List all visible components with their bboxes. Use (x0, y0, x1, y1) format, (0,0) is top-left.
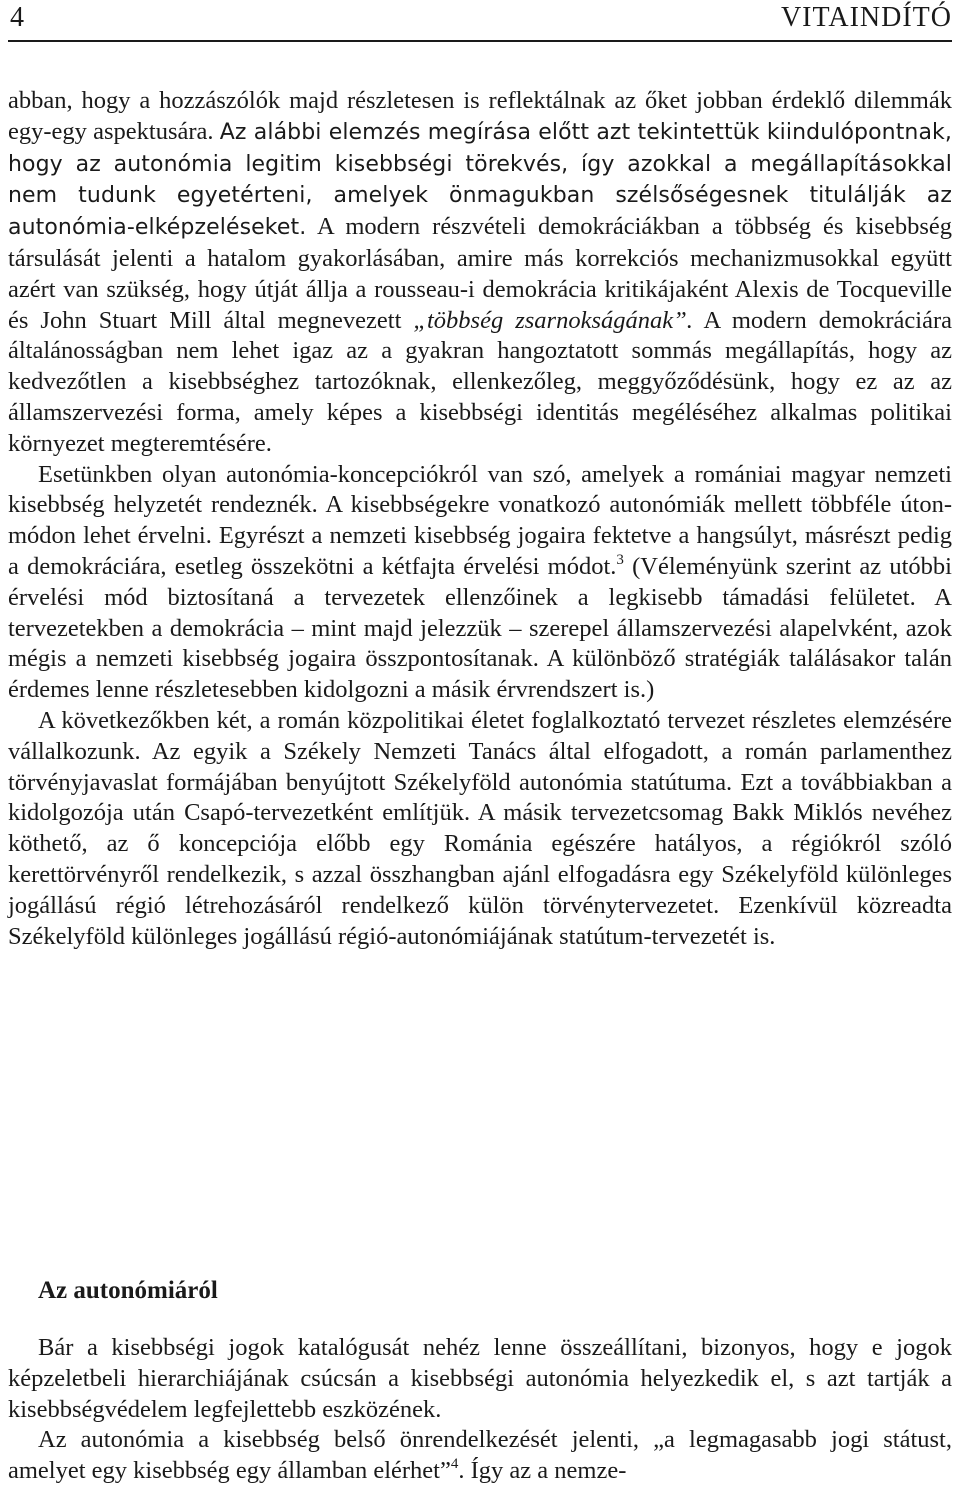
paragraph-2-part-b: (Véleményünk szerint az utóbbi érvelési mód biztosítaná a tervezetek ellenzőinek a legkisebb támadási felületet. A tervezetekben a demokrácia – mint majd jelezzük – szerepel államszervezési alapelvként, azok mégis a nemzeti kisebbség jogaira összpontosítanak. A különböző stratégiák találásakor talán érdemes lenne részletesebben kidolgozni a másik érvrendszert is.) (8, 552, 952, 704)
paragraph-5 (8, 1425, 952, 1487)
paragraph-1 (8, 86, 952, 460)
paragraph-5-part-a: Az autonómia a kisebbség belső önrendelkezését jelenti, „a legmagasabb jogi státust, amelyet egy kisebbség egy államban elérhet” (8, 1426, 952, 1485)
section-heading: Az autonómiáról (38, 1277, 218, 1304)
italic-quote: „többség zsarnokságának”. (413, 306, 693, 334)
paragraph-5-part-b: . Így az a nemze- (458, 1457, 627, 1485)
page-number: 4 (10, 2, 24, 33)
paragraph-1-part-e: A modern demokráciára általánosságban nem lehet igaz az a gyakran hangoztatott sommás megállapítás, hogy az kedvezőtlen a kisebbséghez tartozóknak, ellenkezőleg, meggyőződésünk, hogy ez az az államszervezési forma, amely képes a kisebbségi identitás megéléséhez alkalmas politikai környezet megteremtésére. (8, 306, 952, 457)
footnote-ref-3: 3 (616, 551, 624, 568)
paragraph-3: A következőkben két, a román közpolitikai életet foglalkoztató tervezet részletes elemzésére vállalkozunk. Az egyik a Székely Nemzeti Tanács által elfogadott, a román parlamenthez törvényjavaslat formájában benyújtott Székelyföld autonómia statútuma. Ezt a továbbiakban a kidolgozója után Csapó-tervezetként említjük. A másik tervezetcsomag Bakk Miklós nevéhez köthető, az ő koncepciója előbb egy Románia egészére hatályos, a régiókról szóló kerettörvényről rendelkezik, s azzal összhangban ajánl elfogadásra egy Székelyföld különleges jogállású régió létrehozásáról rendelkező külön törvénytervezetet. Ezenkívül közreadta Székelyföld különleges jogállású régió-autonómiájának statútum-tervezetét is. (8, 706, 952, 950)
paragraph-2-part-a: Esetünkben olyan autonómia-koncepciókról van szó, amelyek a romániai magyar nemzeti kisebbség helyzetét rendeznék. A kisebbségekre vonatkozó autonómiák mellett többféle úton-módon lehet érvelni. Egyrészt a nemzeti kisebbség jogaira fektetve a hangsúlyt, másrészt pedig a demokráciára, esetleg összekötni a kétfajta érvelési módot. (8, 460, 952, 580)
running-title: VITAINDÍTÓ (780, 2, 952, 33)
paragraph-1-part-c: A modern részvételi demokráciákban a többség és kisebbség társulását jelenti a hatalom gyakorlásában, amire más korrekciós mechanizmusokkal együtt azért van szükség, hogy útját állja a rousseau-i demokrácia kritikájaként Alexis de Tocqueville és John Stuart Mill által megnevezett (8, 213, 953, 334)
body-text-upper (8, 86, 952, 952)
running-header (8, 0, 952, 42)
body-text-lower (8, 1333, 952, 1487)
paragraph-4: Bár a kisebbségi jogok katalógusát nehéz lenne összeállítani, bizonyos, hogy e jogok képzeletbeli hierarchiájának csúcsán a kisebbségi autonómia helyezkedik el, s azt tartják a kisebbségvédelem legfejlettebb eszközének. (8, 1334, 952, 1423)
paragraph-1-part-a: abban, hogy a hozzászólók majd részletesen is reflektálnak az őket jobban érdeklő dilemmák egy-egy aspektusára. (8, 87, 952, 145)
footnote-ref-4: 4 (450, 1456, 459, 1473)
paragraph-1-part-b: Az alábbi elemzés megírása előtt azt tekintettük kiindulópontnak, hogy az autonómia legitim kisebbségi törekvés, így azokkal a megállapításokkal nem tudunk egyetérteni, amelyek önmagukban szélsőségesnek titulálják az autonómia-elképzeléseket. (8, 119, 952, 241)
paragraph-2 (8, 460, 952, 706)
